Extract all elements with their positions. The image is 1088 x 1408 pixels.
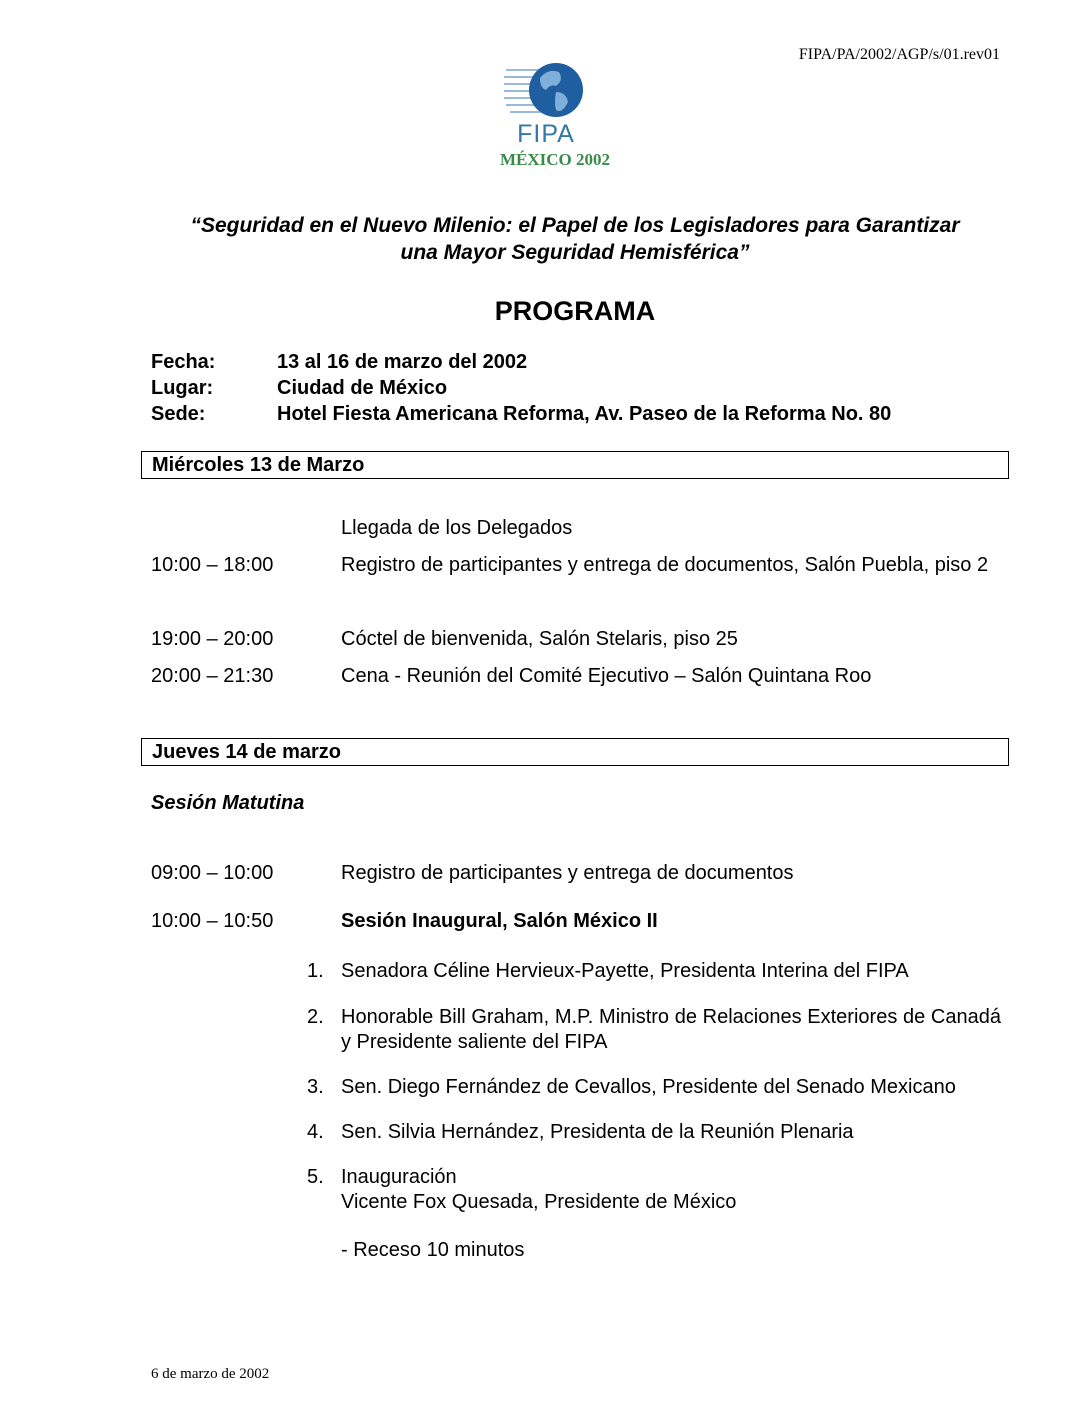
- list-item: [307, 1165, 1001, 1215]
- item-text: Sen. Diego Fernández de Cevallos, Presidente del Senado Mexicano: [341, 1076, 956, 1098]
- schedule-desc: Cena - Reunión del Comité Ejecutivo – Salón Quintana Roo: [341, 665, 872, 687]
- info-value: Ciudad de México: [277, 377, 448, 399]
- schedule-row: [151, 621, 1001, 658]
- list-item: [307, 959, 1001, 984]
- event-theme: [140, 212, 1010, 266]
- item-number: 2.: [307, 1006, 324, 1028]
- info-value: 13 al 16 de marzo del 2002: [277, 351, 528, 373]
- info-label: Fecha:: [151, 351, 216, 373]
- schedule-row: [151, 903, 1001, 940]
- item-number: 5.: [307, 1166, 324, 1188]
- document-reference: FIPA/PA/2002/AGP/s/01.rev01: [798, 46, 1000, 63]
- theme-line-2: una Mayor Seguridad Hemisférica”: [400, 241, 750, 264]
- session-label: Sesión Matutina: [151, 792, 305, 814]
- logo-text: FIPA: [517, 120, 575, 148]
- recess-note: [307, 1238, 1001, 1263]
- item-text-secondary: Vicente Fox Quesada, Presidente de México: [341, 1191, 737, 1213]
- item-text: Senadora Céline Hervieux-Payette, Presidenta Interina del FIPA: [341, 960, 909, 982]
- schedule-time: 19:00 – 20:00: [151, 628, 274, 650]
- recess-text: - Receso 10 minutos: [341, 1239, 525, 1261]
- item-text: Inauguración: [341, 1166, 457, 1188]
- info-place-row: [151, 377, 447, 400]
- item-text: Sen. Silvia Hernández, Presidenta de la Reunión Plenaria: [341, 1121, 854, 1143]
- schedule-desc: Registro de participantes y entrega de documentos: [341, 862, 794, 884]
- item-text: Honorable Bill Graham, M.P. Ministro de Relaciones Exteriores de Canadá y Presidente saliente del FIPA: [341, 1006, 1001, 1053]
- day-header-thursday: Jueves 14 de marzo: [141, 738, 1009, 766]
- schedule-desc: Llegada de los Delegados: [341, 517, 573, 539]
- day-header-wednesday: Miércoles 13 de Marzo: [141, 451, 1009, 479]
- info-date-row: [151, 351, 527, 374]
- item-number: 4.: [307, 1121, 324, 1143]
- schedule-row: [151, 658, 1001, 695]
- list-item: [307, 1120, 1001, 1145]
- info-venue-row: [151, 403, 891, 426]
- program-title: PROGRAMA: [494, 296, 656, 326]
- info-value: Hotel Fiesta Americana Reforma, Av. Paseo de la Reforma No. 80: [277, 403, 892, 425]
- item-number: 3.: [307, 1076, 324, 1098]
- schedule-time: 20:00 – 21:30: [151, 665, 274, 687]
- info-label: Lugar:: [151, 377, 214, 399]
- item-number: 1.: [307, 960, 324, 982]
- list-item: [307, 1075, 1001, 1100]
- item-text-block: [341, 1165, 1001, 1215]
- info-label: Sede:: [151, 403, 206, 425]
- theme-line-1: “Seguridad en el Nuevo Milenio: el Papel de los Legisladores para Garantizar: [190, 214, 960, 237]
- list-item: [307, 1005, 1001, 1055]
- footer-date: 6 de marzo de 2002: [151, 1366, 270, 1382]
- schedule-row: [151, 510, 1001, 547]
- schedule-desc: Registro de participantes y entrega de documentos, Salón Puebla, piso 2: [341, 554, 989, 576]
- schedule-time: 10:00 – 18:00: [151, 554, 274, 576]
- schedule-row: [151, 855, 1001, 892]
- item-spacer: [307, 1238, 341, 1263]
- schedule-time: 10:00 – 10:50: [151, 910, 274, 932]
- schedule-row: [151, 547, 1001, 584]
- schedule-desc: Cóctel de bienvenida, Salón Stelaris, piso 25: [341, 628, 738, 650]
- schedule-desc: Sesión Inaugural, Salón México II: [341, 910, 658, 932]
- schedule-time: [151, 510, 341, 547]
- logo-subtitle: MÉXICO 2002: [499, 150, 611, 169]
- schedule-time: 09:00 – 10:00: [151, 862, 274, 884]
